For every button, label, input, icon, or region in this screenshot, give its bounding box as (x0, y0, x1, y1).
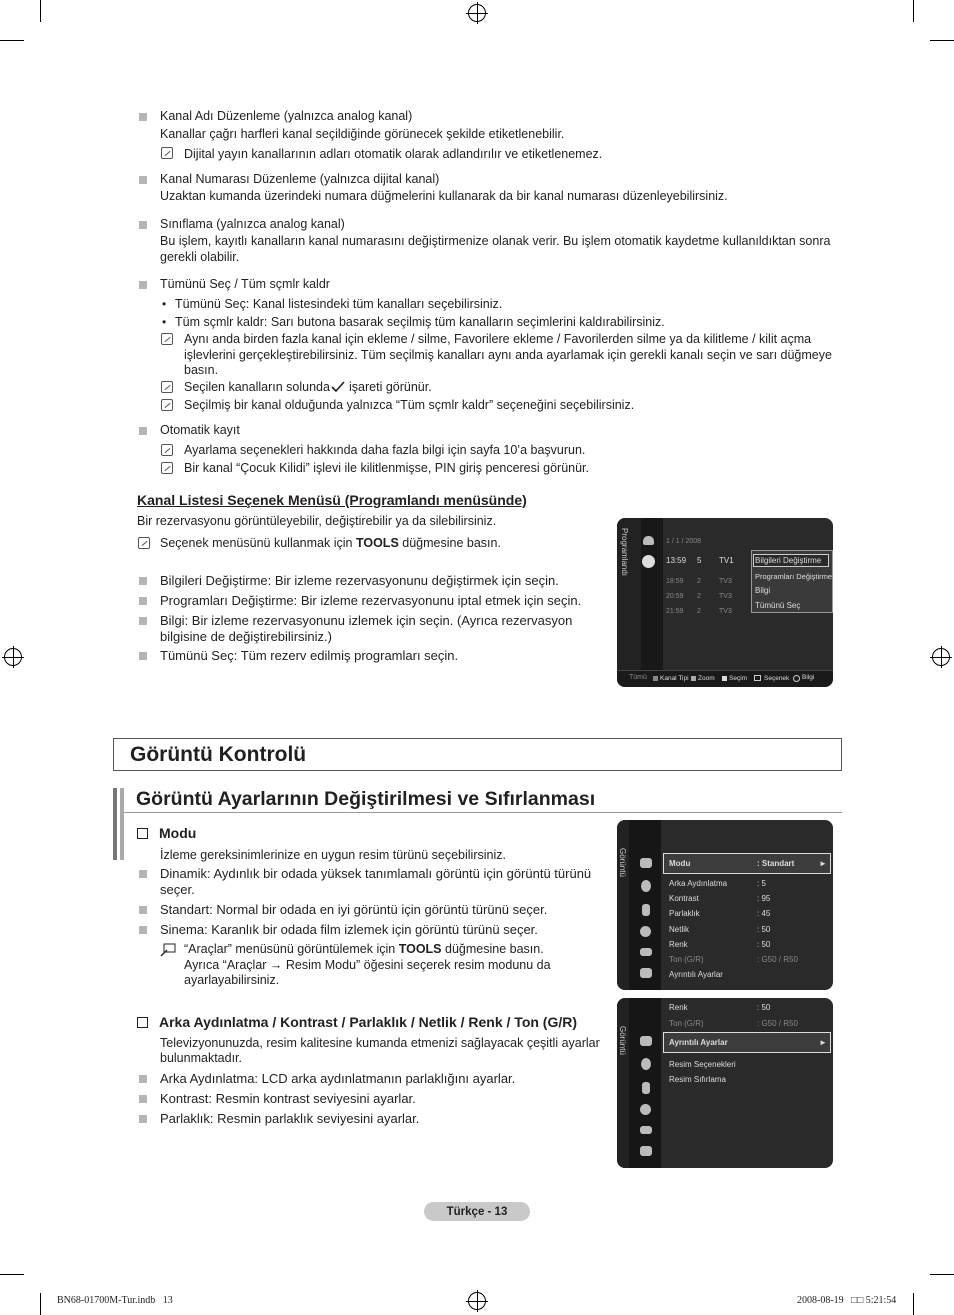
row-label[interactable]: Resim Sıfırlama (669, 1075, 726, 1084)
note-text: Aynı anda birden fazla kanal için ekleme / silme, Favorilere ekleme / Favorilerden silme ya da kilitleme / kilit açma (184, 332, 812, 346)
row-label[interactable]: Ton (G/R) (669, 1019, 704, 1028)
bullet-square-icon (139, 176, 147, 184)
print-info-right: 2008-08-19 □□ 5:21:54 (797, 1295, 897, 1306)
bullet-text: Bilgi: Bir izleme rezervasyonunu izlemek için seçin. (Ayrıca rezervasyon (160, 613, 573, 628)
row-time: 18:59 (666, 578, 684, 585)
input-icon (640, 1126, 652, 1134)
bullet-square-icon (139, 652, 147, 660)
subtitle-rule (124, 812, 842, 813)
bullet-square-icon (139, 597, 147, 605)
sound-icon (641, 1058, 651, 1070)
registration-mark-icon (468, 4, 486, 22)
arka-intro: Televizyonunuzda, resim kalitesine kumanda etmenizi sağlayacak çeşitli ayarlar (160, 1036, 600, 1050)
footer-info: Bilgi (802, 674, 815, 681)
row-name: TV3 (719, 593, 732, 600)
heart-icon (643, 536, 654, 545)
row-ch: 2 (697, 608, 701, 615)
note-text: işlevlerini gerçekleştirebilirsiniz. Tüm seçilmiş kanalları aynı anda ayarlamak için gerekli kanalı seçin ve sarı düğmeye (184, 348, 832, 362)
note-icon (161, 399, 173, 411)
row-time: 20:59 (666, 593, 684, 600)
modu-heading: Modu (159, 825, 197, 841)
bullet-square-icon (139, 113, 147, 121)
page-number: Türkçe - 13 (446, 1206, 508, 1218)
footer-all: Tümü (629, 674, 647, 681)
crop-mark (40, 0, 41, 22)
row-name: TV3 (719, 608, 732, 615)
subtitle-bar (120, 788, 124, 860)
row-label[interactable]: Parlaklık (669, 909, 700, 918)
bullet-square-icon (139, 1115, 147, 1123)
arrow-right-icon: ► (819, 1038, 827, 1047)
crop-mark (0, 40, 24, 41)
arka-heading: Arka Aydınlatma / Kontrast / Parlaklık / Netlik / Renk / Ton (G/R) (159, 1014, 578, 1030)
arka-intro: bulunmaktadır. (160, 1051, 242, 1065)
tools-icon (754, 675, 761, 681)
input-icon (640, 948, 652, 956)
modu-intro: İzleme gereksinimlerinize en uygun resim türünü seçebilirsiniz. (160, 848, 506, 862)
bullet-dot: • (162, 297, 167, 311)
row-value[interactable]: : G50 / R50 (757, 955, 798, 964)
bullet-text: Standart: Normal bir odada en iyi görüntü için görüntü türünü seçer. (160, 902, 548, 917)
tv-screen-programlandi (617, 518, 833, 687)
picture-icon (640, 858, 652, 868)
checkbox-icon (137, 828, 148, 839)
bullet-text: Arka Aydınlatma: LCD arka aydınlatmanın parlaklığını ayarlar. (160, 1071, 516, 1086)
row-value[interactable]: : 50 (757, 925, 771, 934)
white-button-icon (722, 676, 727, 681)
row-ch: 5 (697, 556, 702, 565)
tv-side-label: Görüntü (618, 848, 627, 877)
note-text: Bir kanal “Çocuk Kilidi” işlevi ile kilitlenmişse, PIN giriş penceresi görünür. (184, 461, 590, 475)
note-text: işareti görünür. (349, 380, 432, 394)
gray-button-icon (653, 676, 658, 681)
row-label[interactable]: Ayrıntılı Ayarlar (669, 1038, 728, 1047)
bullet-square-icon (139, 427, 147, 435)
note-icon (161, 462, 173, 474)
row-time: 13:59 (666, 556, 687, 565)
item-title: Tümünü Seç / Tüm sçmlr kaldr (160, 277, 330, 291)
item-title: Sınıflama (yalnızca analog kanal) (160, 217, 345, 231)
bullet-text: Parlaklık: Resmin parlaklık seviyesini ayarlar. (160, 1111, 420, 1126)
footer-type: Kanal Tipi (660, 675, 689, 682)
row-value[interactable]: : G50 / R50 (757, 1019, 798, 1028)
note-text: basın. (184, 363, 219, 377)
row-value[interactable]: : 5 (757, 879, 766, 888)
info-icon (793, 675, 800, 682)
crop-mark (930, 40, 954, 41)
application-icon (640, 968, 652, 978)
tv-date: 1 / 1 / 2008 (666, 538, 702, 545)
bullet-square-icon (139, 926, 147, 934)
item-title: Kanal Numarası Düzenleme (yalnızca dijital kanal) (160, 172, 440, 186)
row-time: 21:59 (666, 608, 684, 615)
checkmark-icon (331, 381, 345, 393)
row-value[interactable]: : 50 (757, 1003, 771, 1012)
crop-mark (930, 1274, 954, 1275)
row-value[interactable]: : 45 (757, 909, 771, 918)
row-label[interactable]: Netlik (669, 925, 690, 934)
row-value[interactable]: : 95 (757, 894, 771, 903)
note-icon (161, 381, 173, 393)
bullet-text: Tümünü Seç: Tüm rezerv edilmiş programları seçin. (160, 648, 459, 663)
row-label[interactable]: Kontrast (669, 894, 699, 903)
row-value[interactable]: : Standart (757, 859, 795, 868)
footer-opt: Seçenek (764, 675, 790, 682)
tv-side-label: Programlandı (620, 528, 629, 577)
note-text: Seçilmiş bir kanal olduğunda yalnızca “Tüm sçmlr kaldr” seçeneğini seçebilirsiniz. (184, 398, 635, 412)
gray-button-icon (691, 676, 696, 681)
row-label[interactable]: Modu (669, 859, 691, 868)
registration-mark-icon (932, 648, 950, 666)
channel-icon (642, 555, 655, 568)
bullet-square-icon (139, 906, 147, 914)
bullet-text: Dinamik: Aydınlık bir odada yüksek tanımlamalı görüntü için görüntü türünü (160, 866, 592, 881)
kanal-intro: Bir rezervasyonu görüntüleyebilir, değiştirebilir ya da silebilirsiniz. (137, 514, 497, 528)
sub-title: Görüntü Ayarlarının Değiştirilmesi ve Sıfırlanması (136, 788, 596, 810)
tools-note-icon (160, 943, 176, 957)
item-desc: Kanallar çağrı harfleri kanal seçildiğinde görünecek şekilde etiketlenebilir. (160, 127, 565, 141)
note-text: ayarlayabilirsiniz. (184, 973, 280, 987)
note-text: Dijital yayın kanallarının adları otomatik olarak adlandırılır ve etiketlenemez. (184, 147, 603, 161)
crop-mark (40, 1293, 41, 1315)
menu-item-programlari[interactable]: Programları Değiştirme (755, 572, 833, 581)
tv-screen-goruntu-modu (617, 820, 833, 990)
footer-sel: Seçim (729, 675, 748, 682)
row-label[interactable]: Renk (669, 1003, 688, 1012)
row-name: TV1 (719, 556, 734, 565)
note-text: “Araçlar” menüsünü görüntülemek için TOOLS düğmesine basın. (184, 942, 544, 956)
row-name: TV3 (719, 578, 732, 585)
bullet-text: Kontrast: Resmin kontrast seviyesini ayarlar. (160, 1091, 416, 1106)
arrow-right-icon: ► (819, 859, 827, 868)
tv-side-label: Görüntü (618, 1026, 627, 1055)
application-icon (640, 1146, 652, 1156)
bullet-text: Programları Değiştirme: Bir izleme rezervasyonunu iptal etmek için seçin. (160, 593, 582, 608)
menu-item-bilgileri[interactable]: Bilgileri Değiştirme (755, 556, 822, 565)
bullet-dot: • (162, 315, 167, 329)
row-label[interactable]: Ton (G/R) (669, 955, 704, 964)
channel-icon (642, 904, 650, 916)
menu-item-tumunu[interactable]: Tümünü Seç (755, 601, 801, 610)
registration-mark-icon (4, 648, 22, 666)
row-label[interactable]: Ayrıntılı Ayarlar (669, 970, 723, 979)
row-ch: 2 (697, 593, 701, 600)
item-desc: gerekli olabilir. (160, 250, 240, 264)
sound-icon (641, 880, 651, 892)
item-title: Otomatik kayıt (160, 423, 240, 437)
setup-gear-icon (640, 1104, 651, 1115)
channel-icon (642, 1082, 650, 1094)
crop-mark (913, 0, 914, 22)
bullet-square-icon (139, 1075, 147, 1083)
bullet-text: Bilgileri Değiştirme: Bir izleme rezervasyonunu değiştirmek için seçin. (160, 573, 559, 588)
row-label[interactable]: Renk (669, 940, 688, 949)
note-icon (138, 537, 150, 549)
note-text: Seçilen kanalların solunda (184, 380, 330, 394)
subtitle-bar (113, 788, 117, 860)
bullet-text: Tümünü Seç: Kanal listesindeki tüm kanalları seçebilirsiniz. (175, 297, 503, 311)
row-label[interactable]: Resim Seçenekleri (669, 1060, 736, 1069)
crop-mark (913, 1293, 914, 1315)
row-ch: 2 (697, 578, 701, 585)
footer-zoom: Zoom (698, 675, 715, 682)
note-icon (161, 444, 173, 456)
item-desc: Uzaktan kumanda üzerindeki numara düğmelerini kullanarak da bir kanal numarası düzenleyebilirsiniz. (160, 189, 728, 203)
note-text: Ayarlama seçenekleri hakkında daha fazla bilgi için sayfa 10’a başvurun. (184, 443, 586, 457)
tv-screen-goruntu-ayrintili (617, 998, 833, 1168)
crop-mark (0, 1274, 24, 1275)
section-title: Görüntü Kontrolü (130, 743, 307, 766)
item-title: Kanal Adı Düzenleme (yalnızca analog kanal) (160, 109, 413, 123)
bullet-text: Tüm sçmlr kaldr: Sarı butona basarak seçilmiş tüm kanalların seçimlerini kaldırabilirsiniz. (175, 315, 665, 329)
bullet-square-icon (139, 870, 147, 878)
bullet-text: seçer. (160, 882, 195, 897)
menu-item-bilgi[interactable]: Bilgi (755, 586, 771, 595)
note-icon (161, 147, 173, 159)
bullet-square-icon (139, 281, 147, 289)
print-info-left: BN68-01700M-Tur.indb 13 (57, 1295, 173, 1306)
bullet-text: bilgisine de değiştirebilirsiniz.) (160, 629, 332, 644)
kanal-heading: Kanal Listesi Seçenek Menüsü (Programlandı menüsünde) (137, 492, 527, 508)
registration-mark-icon (468, 1292, 486, 1310)
setup-gear-icon (640, 926, 651, 937)
note-text: Seçenek menüsünü kullanmak için TOOLS düğmesine basın. (160, 536, 501, 550)
bullet-text: Sinema: Karanlık bir odada film izlemek için görüntü türünü seçer. (160, 922, 538, 937)
row-label[interactable]: Arka Aydınlatma (669, 879, 728, 888)
bullet-square-icon (139, 1095, 147, 1103)
bullet-square-icon (139, 577, 147, 585)
note-icon (161, 333, 173, 345)
bullet-square-icon (139, 221, 147, 229)
bullet-square-icon (139, 617, 147, 625)
item-desc: Bu işlem, kayıtlı kanalların kanal numarasını değiştirmenize olanak verir. Bu işlem otomatik kaydetme kullanıldıktan sonra (160, 234, 831, 248)
note-text: Ayrıca “Araçlar → Resim Modu” öğesini seçerek resim modunu da (184, 958, 551, 972)
picture-icon (640, 1036, 652, 1046)
checkbox-icon (137, 1017, 148, 1028)
row-value[interactable]: : 50 (757, 940, 771, 949)
